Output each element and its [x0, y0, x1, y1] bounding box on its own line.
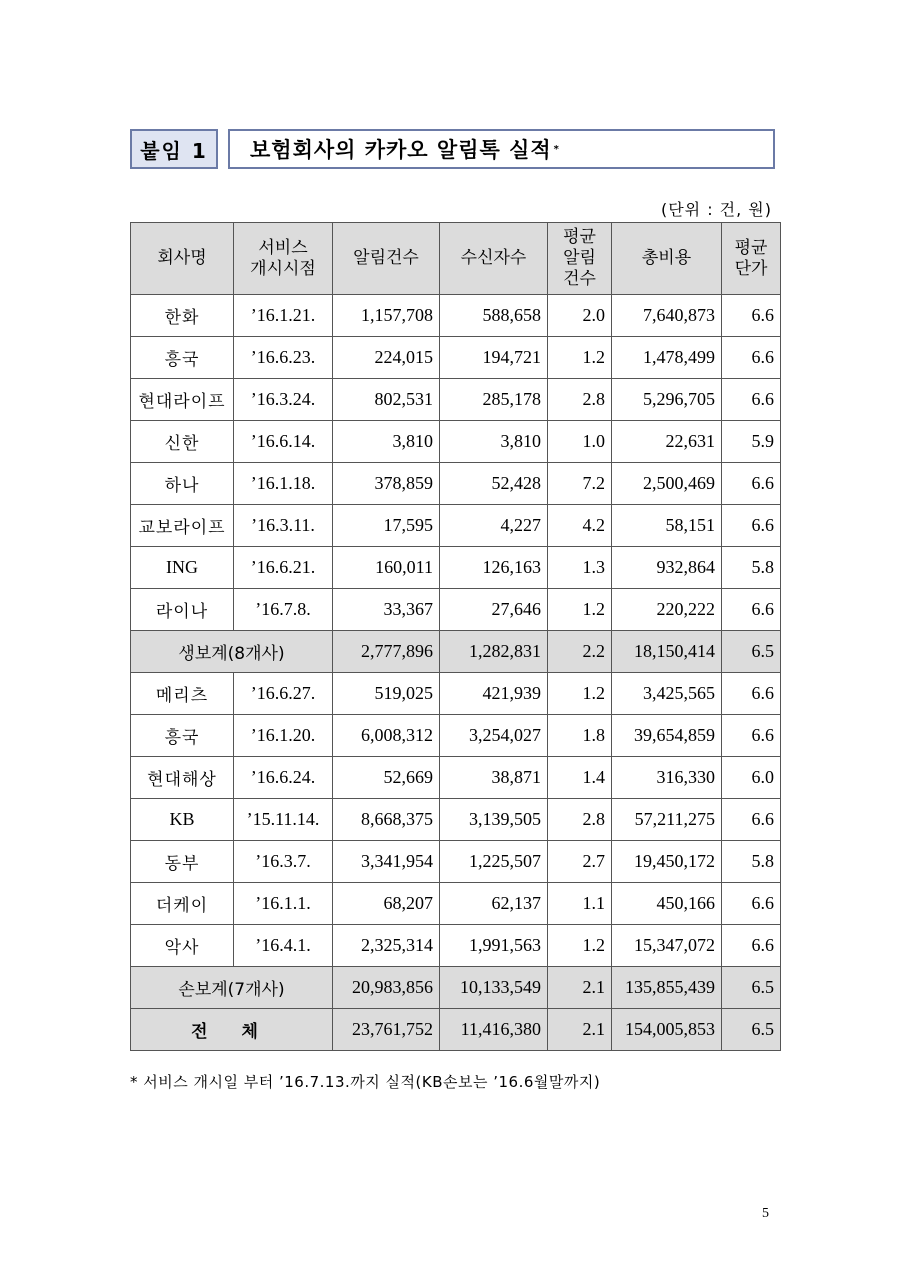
table-row — [131, 841, 781, 883]
launch-date: ’16.6.21. — [234, 547, 333, 589]
footnote: * 서비스 개시일 부터 ’16.7.13.까지 실적(KB손보는 ’16.6월말까지) — [130, 1073, 601, 1091]
page-title — [228, 129, 775, 169]
table-row — [131, 421, 781, 463]
col-company: 회사명 — [131, 223, 234, 295]
col-recipients: 수신자수 — [440, 223, 548, 295]
unit-price: 6.6 — [722, 799, 781, 841]
total-cost: 932,864 — [612, 547, 722, 589]
table-row — [131, 883, 781, 925]
recipient-count: 588,658 — [440, 295, 548, 337]
launch-date: ’15.11.14. — [234, 799, 333, 841]
alert-count: 17,595 — [333, 505, 440, 547]
recipient-count: 11,416,380 — [440, 1009, 548, 1051]
alert-count: 160,011 — [333, 547, 440, 589]
unit-price: 5.9 — [722, 421, 781, 463]
recipient-count: 1,282,831 — [440, 631, 548, 673]
total-cost: 7,640,873 — [612, 295, 722, 337]
company-name: 라이나 — [131, 589, 234, 631]
table-row — [131, 463, 781, 505]
company-name: 신한 — [131, 421, 234, 463]
launch-date: ’16.6.14. — [234, 421, 333, 463]
recipient-count: 52,428 — [440, 463, 548, 505]
unit-price: 6.6 — [722, 715, 781, 757]
avg-alert-count: 2.0 — [548, 295, 612, 337]
total-cost: 18,150,414 — [612, 631, 722, 673]
alert-count: 68,207 — [333, 883, 440, 925]
recipient-count: 62,137 — [440, 883, 548, 925]
col-launch-date: 서비스 개시시점 — [234, 223, 333, 295]
alert-count: 224,015 — [333, 337, 440, 379]
table-row — [131, 505, 781, 547]
performance-table — [130, 222, 781, 1051]
company-name: 메리츠 — [131, 673, 234, 715]
table-row — [131, 589, 781, 631]
unit-price: 6.6 — [722, 505, 781, 547]
col-unit-price: 평균 단가 — [722, 223, 781, 295]
avg-alert-count: 1.2 — [548, 589, 612, 631]
total-cost: 1,478,499 — [612, 337, 722, 379]
unit-price: 6.6 — [722, 673, 781, 715]
avg-alert-count: 2.8 — [548, 379, 612, 421]
subtotal-label: 생보계(8개사) — [131, 631, 333, 673]
avg-alert-count: 1.0 — [548, 421, 612, 463]
total-cost: 15,347,072 — [612, 925, 722, 967]
company-name: 현대라이프 — [131, 379, 234, 421]
alert-count: 1,157,708 — [333, 295, 440, 337]
unit-price: 6.6 — [722, 337, 781, 379]
company-name: 동부 — [131, 841, 234, 883]
unit-note: (단위 : 건, 원) — [660, 200, 772, 219]
recipient-count: 285,178 — [440, 379, 548, 421]
unit-price: 6.6 — [722, 379, 781, 421]
recipient-count: 38,871 — [440, 757, 548, 799]
recipient-count: 194,721 — [440, 337, 548, 379]
launch-date: ’16.3.7. — [234, 841, 333, 883]
alert-count: 6,008,312 — [333, 715, 440, 757]
company-name: 현대해상 — [131, 757, 234, 799]
total-cost: 450,166 — [612, 883, 722, 925]
launch-date: ’16.3.11. — [234, 505, 333, 547]
table-row — [131, 757, 781, 799]
title-bar — [130, 129, 775, 171]
unit-price: 6.0 — [722, 757, 781, 799]
subtotal-label: 전 체 — [131, 1009, 333, 1051]
total-cost: 154,005,853 — [612, 1009, 722, 1051]
alert-count: 33,367 — [333, 589, 440, 631]
table-row — [131, 295, 781, 337]
page-number: 5 — [762, 1206, 769, 1221]
total-cost: 58,151 — [612, 505, 722, 547]
alert-count: 2,777,896 — [333, 631, 440, 673]
avg-alert-count: 1.8 — [548, 715, 612, 757]
unit-price: 5.8 — [722, 841, 781, 883]
table-row — [131, 715, 781, 757]
alert-count: 23,761,752 — [333, 1009, 440, 1051]
unit-price: 6.6 — [722, 925, 781, 967]
launch-date: ’16.1.18. — [234, 463, 333, 505]
alert-count: 52,669 — [333, 757, 440, 799]
company-name: 더케이 — [131, 883, 234, 925]
life-subtotal-row — [131, 631, 781, 673]
avg-alert-count: 4.2 — [548, 505, 612, 547]
company-name: 흥국 — [131, 715, 234, 757]
total-cost: 3,425,565 — [612, 673, 722, 715]
alert-count: 3,810 — [333, 421, 440, 463]
recipient-count: 4,227 — [440, 505, 548, 547]
total-cost: 2,500,469 — [612, 463, 722, 505]
recipient-count: 10,133,549 — [440, 967, 548, 1009]
table-row — [131, 337, 781, 379]
avg-alert-count: 1.2 — [548, 673, 612, 715]
launch-date: ’16.6.27. — [234, 673, 333, 715]
table-row — [131, 673, 781, 715]
recipient-count: 1,991,563 — [440, 925, 548, 967]
launch-date: ’16.7.8. — [234, 589, 333, 631]
title-footnote-mark: * — [553, 143, 560, 155]
unit-price: 6.6 — [722, 463, 781, 505]
alert-count: 2,325,314 — [333, 925, 440, 967]
table-row — [131, 379, 781, 421]
alert-count: 378,859 — [333, 463, 440, 505]
unit-price: 6.6 — [722, 295, 781, 337]
recipient-count: 3,810 — [440, 421, 548, 463]
total-cost: 220,222 — [612, 589, 722, 631]
avg-alert-count: 1.1 — [548, 883, 612, 925]
company-name: ING — [131, 547, 234, 589]
col-avg-alerts: 평균 알림 건수 — [548, 223, 612, 295]
avg-alert-count: 2.7 — [548, 841, 612, 883]
unit-price: 6.5 — [722, 967, 781, 1009]
page-title-text: 보험회사의 카카오 알림톡 실적 — [250, 138, 552, 162]
launch-date: ’16.6.23. — [234, 337, 333, 379]
avg-alert-count: 1.2 — [548, 925, 612, 967]
unit-price: 5.8 — [722, 547, 781, 589]
alert-count: 3,341,954 — [333, 841, 440, 883]
launch-date: ’16.4.1. — [234, 925, 333, 967]
avg-alert-count: 2.1 — [548, 967, 612, 1009]
table-row — [131, 547, 781, 589]
launch-date: ’16.1.1. — [234, 883, 333, 925]
total-cost: 316,330 — [612, 757, 722, 799]
total-cost: 19,450,172 — [612, 841, 722, 883]
table-row — [131, 925, 781, 967]
launch-date: ’16.3.24. — [234, 379, 333, 421]
alert-count: 802,531 — [333, 379, 440, 421]
subtotal-label: 손보계(7개사) — [131, 967, 333, 1009]
col-total-cost: 총비용 — [612, 223, 722, 295]
launch-date: ’16.1.20. — [234, 715, 333, 757]
launch-date: ’16.1.21. — [234, 295, 333, 337]
recipient-count: 3,139,505 — [440, 799, 548, 841]
avg-alert-count: 1.4 — [548, 757, 612, 799]
table-row — [131, 799, 781, 841]
grand-total-row — [131, 1009, 781, 1051]
avg-alert-count: 2.2 — [548, 631, 612, 673]
total-cost: 22,631 — [612, 421, 722, 463]
alert-count: 8,668,375 — [333, 799, 440, 841]
company-name: 악사 — [131, 925, 234, 967]
nonlife-subtotal-row — [131, 967, 781, 1009]
total-cost: 135,855,439 — [612, 967, 722, 1009]
alert-count: 519,025 — [333, 673, 440, 715]
col-alerts: 알림건수 — [333, 223, 440, 295]
company-name: 흥국 — [131, 337, 234, 379]
unit-price: 6.6 — [722, 883, 781, 925]
total-cost: 57,211,275 — [612, 799, 722, 841]
avg-alert-count: 1.3 — [548, 547, 612, 589]
recipient-count: 421,939 — [440, 673, 548, 715]
company-name: 교보라이프 — [131, 505, 234, 547]
recipient-count: 126,163 — [440, 547, 548, 589]
unit-price: 6.5 — [722, 1009, 781, 1051]
alert-count: 20,983,856 — [333, 967, 440, 1009]
unit-price: 6.5 — [722, 631, 781, 673]
company-name: 한화 — [131, 295, 234, 337]
unit-price: 6.6 — [722, 589, 781, 631]
total-cost: 5,296,705 — [612, 379, 722, 421]
avg-alert-count: 1.2 — [548, 337, 612, 379]
attachment-label: 붙임 1 — [130, 129, 218, 169]
total-cost: 39,654,859 — [612, 715, 722, 757]
header-row — [131, 223, 781, 295]
company-name: 하나 — [131, 463, 234, 505]
recipient-count: 3,254,027 — [440, 715, 548, 757]
recipient-count: 1,225,507 — [440, 841, 548, 883]
avg-alert-count: 2.1 — [548, 1009, 612, 1051]
launch-date: ’16.6.24. — [234, 757, 333, 799]
avg-alert-count: 7.2 — [548, 463, 612, 505]
company-name: KB — [131, 799, 234, 841]
recipient-count: 27,646 — [440, 589, 548, 631]
avg-alert-count: 2.8 — [548, 799, 612, 841]
